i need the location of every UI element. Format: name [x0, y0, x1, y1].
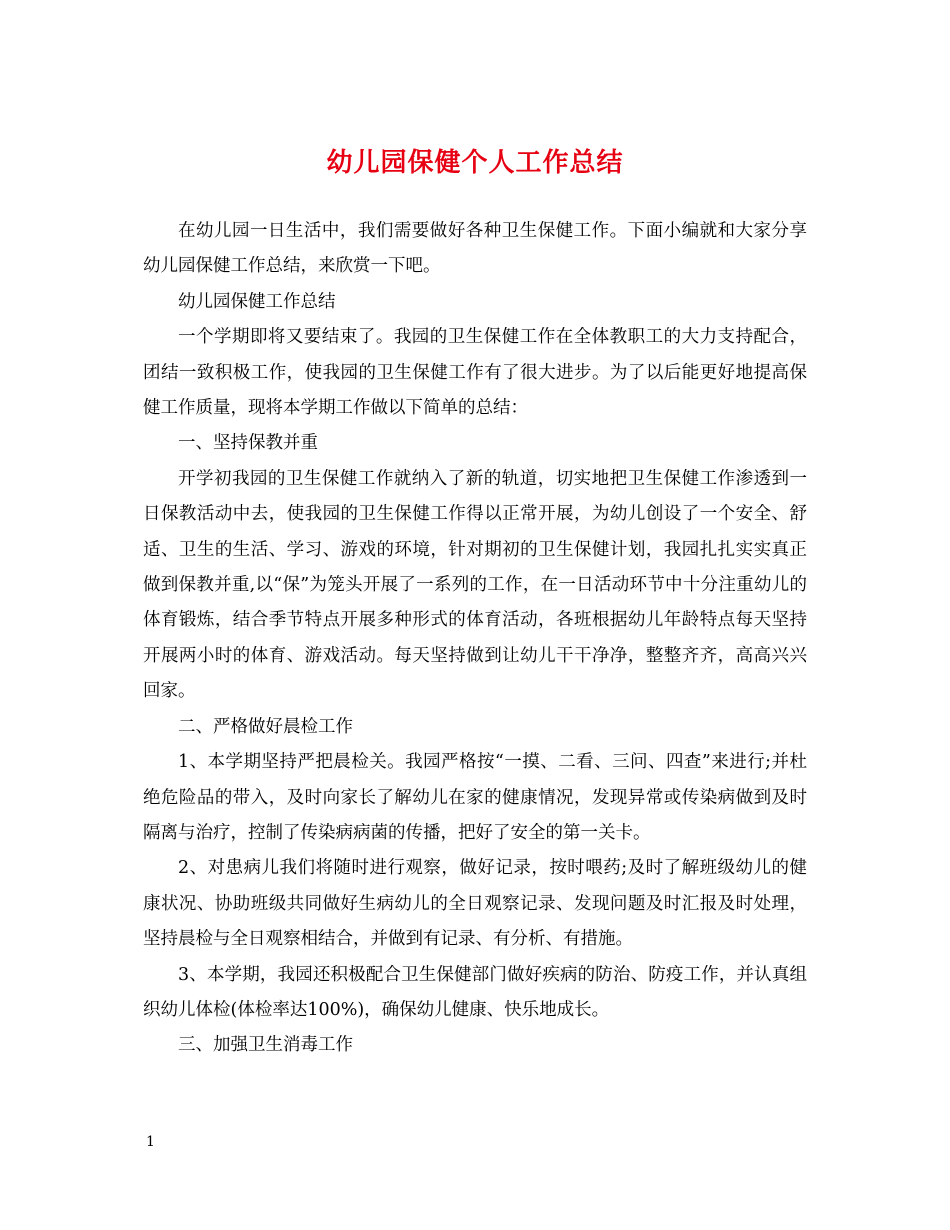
section-heading-3: 三、加强卫生消毒工作 [178, 1035, 353, 1056]
section-heading-2: 二、严格做好晨检工作 [178, 716, 353, 737]
section-2-item-1: 1、本学期坚持严把晨检关。我园严格按“一摸、二看、三问、四查”来进行;并杜绝危险品的带入，及时向家长了解幼儿在家的健康情况，发现异常或传染病做到及时隔离与治疗，控制了传染病病菌的传播，把好了安全的第一关卡。 [143, 752, 807, 843]
intro-paragraph: 在幼儿园一日生活中，我们需要做好各种卫生保健工作。下面小编就和大家分享幼儿园保健工作总结，来欣赏一下吧。 [143, 221, 807, 277]
section-2-item-3: 3、本学期，我园还积极配合卫生保健部门做好疾病的防治、防疫工作，并认真组织幼儿体检(体检率达100%)，确保幼儿健康、快乐地成长。 [143, 964, 807, 1020]
document-title: 幼儿园保健个人工作总结 [326, 148, 624, 178]
opening-paragraph: 一个学期即将又要结束了。我园的卫生保健工作在全体教职工的大力支持配合，团结一致积极工作，使我园的卫生保健工作有了很大进步。为了以后能更好地提高保健工作质量，现将本学期工作做以下简单的总结： [143, 327, 807, 419]
section-heading-1: 一、坚持保教并重 [178, 433, 318, 454]
section-2-item-2: 2、对患病儿我们将随时进行观察，做好记录，按时喂药;及时了解班级幼儿的健康状况、协助班级共同做好生病幼儿的全日观察记录、发现问题及时汇报及时处理，坚持晨检与全日观察相结合，并做到有记录、有分析、有措施。 [143, 858, 807, 950]
document-body [143, 214, 807, 1064]
page-number: 1 [146, 1134, 155, 1150]
subtitle-paragraph: 幼儿园保健工作总结 [178, 291, 336, 312]
section-1-paragraph: 开学初我园的卫生保健工作就纳入了新的轨道，切实地把卫生保健工作渗透到一日保教活动中去，使我园的卫生保健工作得以正常开展，为幼儿创设了一个安全、舒适、卫生的生活、学习、游戏的环境，针对期初的卫生保健计划，我园扎扎实实真正做到保教并重,以“保”为笼头开展了一系列的工作，在一日活动环节中十分注重幼儿的体育锻炼，结合季节特点开展多种形式的体育活动，各班根据幼儿年龄特点每天坚持开展两小时的体育、游戏活动。每天坚持做到让幼儿干干净净，整整齐齐，高高兴兴回家。 [143, 468, 807, 702]
